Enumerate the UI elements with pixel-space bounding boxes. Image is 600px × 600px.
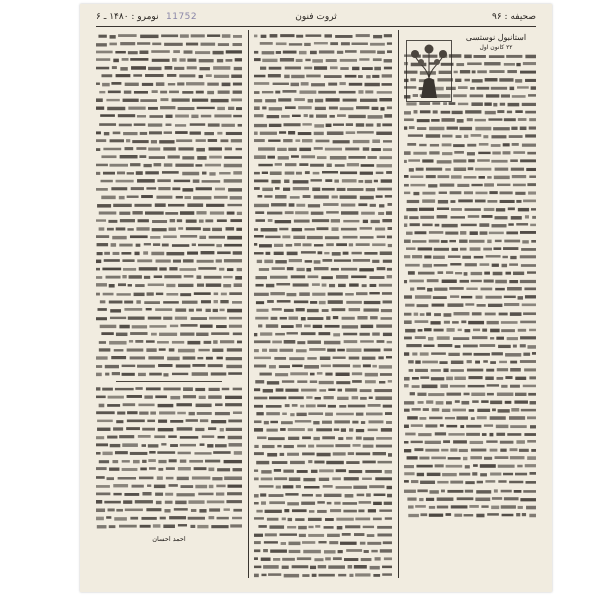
section-date: ۲۲ کانون اول: [479, 44, 513, 51]
text-line: [254, 563, 392, 571]
text-line: [96, 249, 242, 257]
text-line: [404, 277, 536, 285]
text-line: [254, 306, 392, 314]
text-line: [254, 298, 392, 306]
body-text: [96, 32, 242, 378]
text-line: [96, 48, 242, 56]
text-line: [254, 531, 392, 539]
text-line: [254, 153, 392, 161]
column-divider: [248, 30, 249, 578]
text-line: [404, 132, 536, 140]
text-line: [404, 221, 536, 229]
text-line: [96, 433, 242, 441]
text-line: [404, 366, 536, 374]
text-line: [254, 185, 392, 193]
text-line: [96, 506, 242, 514]
text-line: [254, 265, 392, 273]
text-line: [254, 273, 392, 281]
text-line: [254, 370, 392, 378]
text-line: [254, 362, 392, 370]
text-line: [96, 362, 242, 370]
text-line: [404, 342, 536, 350]
text-line: [404, 487, 536, 495]
text-line: [404, 197, 536, 205]
text-line: [404, 116, 536, 124]
text-line: [404, 205, 536, 213]
text-line: [96, 193, 242, 201]
text-line: [96, 449, 242, 457]
text-line: [96, 498, 242, 506]
text-line: [254, 467, 392, 475]
text-line: [96, 522, 242, 530]
text-line: [254, 161, 392, 169]
text-line: [254, 571, 392, 578]
column-divider: [398, 30, 399, 578]
text-line: [96, 257, 242, 265]
text-line: [404, 470, 536, 478]
text-line: [96, 281, 242, 289]
text-line: [96, 104, 242, 112]
text-line: [96, 474, 242, 482]
text-line: [254, 249, 392, 257]
text-line: [404, 414, 536, 422]
text-line: [96, 354, 242, 362]
text-line: [254, 491, 392, 499]
text-line: [404, 422, 536, 430]
text-line: [404, 165, 536, 173]
text-line: [254, 56, 392, 64]
text-line: [404, 511, 536, 519]
text-line: [96, 417, 242, 425]
text-line: [254, 169, 392, 177]
text-line: [254, 281, 392, 289]
text-line: [96, 137, 242, 145]
text-line: [254, 225, 392, 233]
text-line: [254, 177, 392, 185]
text-line: [96, 385, 242, 393]
text-line: [254, 40, 392, 48]
text-line: [96, 153, 242, 161]
text-line: [254, 201, 392, 209]
text-line: [404, 108, 536, 116]
text-line: [96, 129, 242, 137]
text-line: [404, 382, 536, 390]
text-line: [96, 298, 242, 306]
text-line: [254, 145, 392, 153]
text-line: [96, 209, 242, 217]
text-line: [404, 406, 536, 414]
text-line: [254, 515, 392, 523]
text-line: [254, 394, 392, 402]
text-line: [254, 354, 392, 362]
text-line: [96, 330, 242, 338]
text-line: [254, 64, 392, 72]
text-line: [404, 269, 536, 277]
section-title: استانبول نوستسی: [465, 33, 527, 42]
text-line: [254, 523, 392, 531]
text-line: [254, 88, 392, 96]
text-line: [254, 458, 392, 466]
text-line: [254, 450, 392, 458]
text-line: [254, 378, 392, 386]
text-line: [404, 301, 536, 309]
text-line: [404, 285, 536, 293]
text-line: [404, 213, 536, 221]
page-header: [96, 12, 536, 26]
text-line: [96, 32, 242, 40]
text-line: [254, 547, 392, 555]
text-line: [404, 374, 536, 382]
text-line: [254, 137, 392, 145]
text-line: [254, 386, 392, 394]
text-line: [96, 201, 242, 209]
text-line: [404, 245, 536, 253]
text-line: [404, 495, 536, 503]
text-line: [254, 475, 392, 483]
text-line: [96, 482, 242, 490]
text-line: [254, 32, 392, 40]
text-line: [404, 237, 536, 245]
text-line: [96, 185, 242, 193]
text-line: [254, 290, 392, 298]
text-line: [404, 318, 536, 326]
text-line: [404, 398, 536, 406]
text-line: [254, 48, 392, 56]
text-line: [404, 149, 536, 157]
text-line: [254, 314, 392, 322]
text-line: [404, 446, 536, 454]
text-line: [96, 514, 242, 522]
archive-stamp: 11752: [166, 12, 198, 22]
text-line: [254, 330, 392, 338]
journal-title: ثروت فنون: [295, 12, 337, 22]
text-line: [96, 457, 242, 465]
text-line: [96, 56, 242, 64]
text-line: [404, 462, 536, 470]
text-line: [254, 410, 392, 418]
text-line: [96, 290, 242, 298]
text-line: [404, 438, 536, 446]
text-line: [404, 503, 536, 511]
text-line: [404, 189, 536, 197]
text-line: [96, 425, 242, 433]
text-line: [254, 112, 392, 120]
text-line: [404, 181, 536, 189]
text-line: [254, 555, 392, 563]
text-line: [254, 418, 392, 426]
column-left: [96, 32, 242, 578]
text-line: [96, 441, 242, 449]
text-line: [254, 72, 392, 80]
text-line: [404, 430, 536, 438]
text-line: [254, 402, 392, 410]
text-line: [404, 334, 536, 342]
text-line: [96, 306, 242, 314]
text-line: [254, 338, 392, 346]
text-line: [404, 229, 536, 237]
text-line: [254, 507, 392, 515]
section-divider: [116, 381, 222, 382]
text-line: [404, 261, 536, 269]
text-line: [96, 233, 242, 241]
text-line: [404, 454, 536, 462]
text-line: [96, 40, 242, 48]
text-line: [96, 217, 242, 225]
scanned-page: [80, 4, 552, 592]
text-line: [254, 434, 392, 442]
body-text: [254, 32, 392, 578]
text-line: [254, 241, 392, 249]
text-line: [96, 80, 242, 88]
text-line: [96, 273, 242, 281]
text-line: [254, 322, 392, 330]
text-line: [254, 96, 392, 104]
text-line: [254, 209, 392, 217]
text-line: [96, 145, 242, 153]
text-line: [96, 225, 242, 233]
text-line: [404, 253, 536, 261]
author-signature: احمد احسان: [152, 534, 186, 543]
text-line: [404, 350, 536, 358]
text-line: [96, 409, 242, 417]
text-line: [96, 370, 242, 378]
text-line: [254, 442, 392, 450]
text-line: [404, 141, 536, 149]
text-line: [254, 539, 392, 547]
text-line: [96, 241, 242, 249]
text-line: [96, 314, 242, 322]
text-line: [96, 465, 242, 473]
text-line: [254, 233, 392, 241]
text-line: [96, 64, 242, 72]
text-line: [404, 478, 536, 486]
text-line: [254, 499, 392, 507]
text-line: [254, 346, 392, 354]
text-line: [404, 310, 536, 318]
text-line: [254, 104, 392, 112]
text-line: [96, 393, 242, 401]
page-number: صحیفه : ۹۶: [492, 12, 536, 22]
text-line: [96, 169, 242, 177]
text-line: [96, 346, 242, 354]
text-line: [404, 157, 536, 165]
text-line: [254, 80, 392, 88]
text-line: [96, 322, 242, 330]
text-line: [96, 121, 242, 129]
text-line: [254, 483, 392, 491]
body-text: [404, 52, 536, 519]
text-line: [96, 338, 242, 346]
header-divider: [96, 26, 536, 27]
text-line: [96, 112, 242, 120]
text-line: [254, 217, 392, 225]
text-line: [254, 426, 392, 434]
text-line: [96, 88, 242, 96]
text-line: [254, 257, 392, 265]
text-line: [254, 129, 392, 137]
text-line: [96, 72, 242, 80]
text-line: [96, 490, 242, 498]
text-line: [404, 293, 536, 301]
text-line: [404, 326, 536, 334]
text-line: [254, 193, 392, 201]
issue-number: نومرو : ۱۴۸۰ ـ ۶: [96, 12, 159, 22]
column-right: [404, 32, 536, 578]
body-text: [96, 385, 242, 530]
vase-illustration-icon: [406, 40, 452, 102]
text-line: [404, 124, 536, 132]
text-line: [96, 401, 242, 409]
text-line: [96, 177, 242, 185]
text-line: [404, 173, 536, 181]
text-line: [404, 358, 536, 366]
column-middle: [254, 32, 392, 578]
text-line: [96, 96, 242, 104]
text-line: [404, 390, 536, 398]
text-line: [96, 161, 242, 169]
text-line: [254, 121, 392, 129]
text-line: [96, 265, 242, 273]
